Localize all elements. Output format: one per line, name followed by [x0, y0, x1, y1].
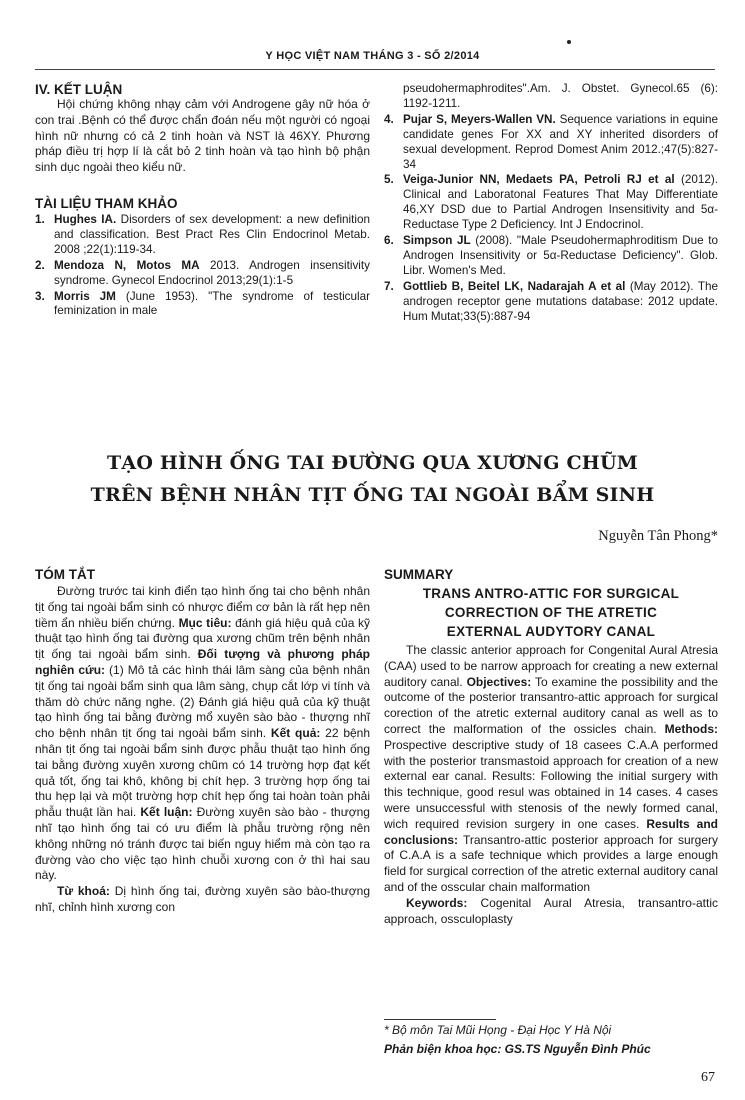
conclusion-section	[35, 82, 370, 320]
conclusion-text: Hội chứng không nhạy cảm với Androgene gây nữ hóa ở con trai .Bệnh có thể được chẩn đoán nếu một người có ngoại hình nữ nhưng có cả 2 tinh hoàn và NST là 46XY. Phương pháp điều trị hợp lí là cắt bỏ 2 tinh hoàn và tạo hình bộ phận sinh dục ngoài theo kiểu nữ.	[35, 97, 370, 175]
reference-item: 6. Simpson JL (2008). "Male Pseudohermaphroditism Due to Androgen Insensitivity or 5α-Reductase Deficiency". Glob. Libr. Women's Med.	[384, 234, 718, 277]
summary-title-line2: CORRECTION OF THE ATRETIC	[444, 605, 658, 620]
summary-heading: SUMMARY	[384, 567, 454, 582]
objectives-label: Objectives:	[466, 674, 532, 689]
abstract-vi	[35, 567, 370, 916]
page-number: 67	[701, 1070, 715, 1085]
objective-label: Mục tiêu:	[178, 615, 232, 630]
conclusion-label: Kết luận:	[140, 805, 193, 820]
reference-authors: Simpson JL	[403, 234, 471, 248]
summary-title-line3: EXTERNAL AUDYTORY CANAL	[446, 624, 656, 639]
summary-title-line1: TRANS ANTRO-ATTIC FOR SURGICAL	[422, 586, 680, 601]
abstract-en	[384, 567, 718, 927]
reference-authors: Gottlieb B, Beitel LK, Nadarajah A et al	[403, 279, 626, 293]
methods-label: Methods:	[664, 721, 718, 736]
results-label: Results and conclusions:	[384, 816, 719, 847]
reference-item: 3. Morris JM (June 1953). "The syndrome of testicular feminization in male	[35, 289, 370, 318]
header-rule	[35, 69, 715, 70]
reference-continuation: pseudohermaphrodites".Am. J. Obstet. Gynecol.65 (6): 1192-1211.	[403, 82, 718, 110]
references-heading: TÀI LIỆU THAM KHẢO	[35, 195, 178, 211]
footnote-rule	[384, 1019, 496, 1020]
reference-item: 2. Mendoza N, Motos MA 2013. Androgen insensitivity syndrome. Gynecol Endocrinol 2013;29(1):1-5	[35, 258, 370, 287]
reference-authors: Pujar S, Meyers-Wallen VN.	[403, 112, 556, 126]
reference-item: 7. Gottlieb B, Beitel LK, Nadarajah A et al (May 2012). The androgen receptor gene mutations database: 2012 update. Hum Mutat;33(5):887-94	[384, 279, 719, 323]
keywords-label: Keywords:	[406, 895, 468, 910]
abstract-vi-body: Đường trước tai kinh điển tạo hình ống tai cho bệnh nhân tịt ống tai ngoài bẩm sinh có nhược điểm cơ bản là rất hẹp nên tiềm ẩn nhiều biến chứng. Mục tiêu: đánh giá hiệu quả của kỹ thuật tạo hình ống tai đường qua xương chũm trên bệnh nhân tịt ống tai ngoài bẩm sinh. Đối tượng và phương pháp nghiên cứu: (1) Mô tả các hình thái lâm sàng của bệnh nhân tịt ống tai ngoài bẩm sinh qua lâm sàng, chụp cắt lớp vi tính và thăm dò chức năng nghe. (2) Đánh giá hiệu quả của kỹ thuật tạo hình ống tai bằng đường mổ xuyên sào bào - thượng nhĩ cho bệnh nhân tịt ống tai ngoài bẩm sinh. Kết quả: 22 bệnh nhân tịt ống tai ngoài bẩm sinh được phẫu thuật tạo hình ống tai bằng đường xuyên xương chũm có 14 trường hợp đạt kết quả tốt, ống tai khô, không bị chít hẹp. 3 trường hợp ống tai thu hẹp lại và một trường hợp chít hẹp ống tai hoàn toàn phải phẫu thuật lần hai. Kết luận: Đường xuyên sào bào - thượng nhĩ tạo hình ống tai có ưu điểm là phẫu trường rộng nên không những nó tránh được tai biến nguy hiểm mà còn tạo ra đường vào cho việc tạo hình chuỗi xương con ở thì hai sau này.	[35, 584, 371, 883]
reference-authors: Morris JM	[54, 289, 116, 303]
article-title-line1: TẠO HÌNH ỐNG TAI ĐƯỜNG QUA XƯƠNG CHŨM	[107, 452, 638, 474]
running-header: Y HỌC VIỆT NAM THÁNG 3 - SỐ 2/2014	[265, 50, 480, 62]
footnote-reviewer: Phản biện khoa học: GS.TS Nguyễn Đình Phúc	[384, 1042, 651, 1056]
header-dot	[567, 40, 571, 44]
reference-item: 4. Pujar S, Meyers-Wallen VN. Sequence variations in equine candidate genes For XX and XY inherited disorders of sexual development. Reprod Domest Anim 2012.;47(5):827-34	[384, 112, 719, 171]
reference-authors: Veiga-Junior NN, Medaets PA, Petroli RJ et al	[403, 173, 675, 187]
conclusion-heading: IV. KẾT LUẬN	[35, 82, 123, 97]
result-label: Kết quả:	[270, 726, 321, 741]
summary-keywords: Keywords: Cogenital Aural Atresia, transantro-attic approach, ossculoplasty	[384, 895, 718, 926]
references-left-list	[35, 213, 370, 319]
reference-item: 1. Hughes IA. Disorders of sex development: a new definition and classification. Best Pract Res Clin Endocrinol Metab. 2008 ;22(1):119-34.	[35, 212, 370, 256]
article-author: Nguyễn Tân Phong*	[598, 528, 718, 544]
reference-item: 5. Veiga-Junior NN, Medaets PA, Petroli RJ et al (2012). Clinical and Laboratonal Features That May Differentiate 46,XY DSD due to Partial Androgen Insensitivity and 5α-Reductase Type 2 Deficiency. Int J Endocrinol.	[384, 173, 718, 232]
method-label: Đối tượng và phương pháp nghiên cứu:	[35, 647, 370, 677]
abstract-vi-keywords: Từ khoá: Dị hình ống tai, đường xuyên sào bào-thượng nhĩ, chỉnh hình xương con	[35, 884, 371, 914]
references-right-list	[384, 82, 718, 326]
keywords-label: Từ khoá:	[57, 884, 110, 899]
footnote-affiliation: * Bộ môn Tai Mũi Họng - Đại Học Y Hà Nội	[384, 1023, 612, 1037]
reference-authors: Mendoza N, Motos MA	[54, 258, 200, 272]
abstract-vi-heading: TÓM TẮT	[35, 567, 95, 582]
reference-authors: Hughes IA.	[54, 212, 117, 226]
article-title-line2: TRÊN BỆNH NHÂN TỊT ỐNG TAI NGOÀI BẨM SINH	[90, 484, 655, 506]
summary-body: The classic anterior approach for Congenital Aural Atresia (CAA) used to be narrow approach for creating a new external auditory canal. Objectives: To examine the possibility and the outcome of the posterior transantro-attic approach for surgical corection of the atretic external auditory canal as well as to correct the malformation of the ossicles chain. Methods: Prospective descriptive study of 18 casees C.A.A performed with the posterior transmastoid approach for creation of a new external ear canal. Results: Following the initial surgery with this technique, good resul was obtained in 14 cases. 4 cases were unsuccessful with stenosis of the newly formed canal, wich required revision surgery in one cases. Results and conclusions: Transantro-attic posterior approach for surgery of C.A.A is a safe technique which provides a large enough field for surgical correction of the atretic external auditory canal and of the osscular chain malformation	[384, 643, 719, 894]
